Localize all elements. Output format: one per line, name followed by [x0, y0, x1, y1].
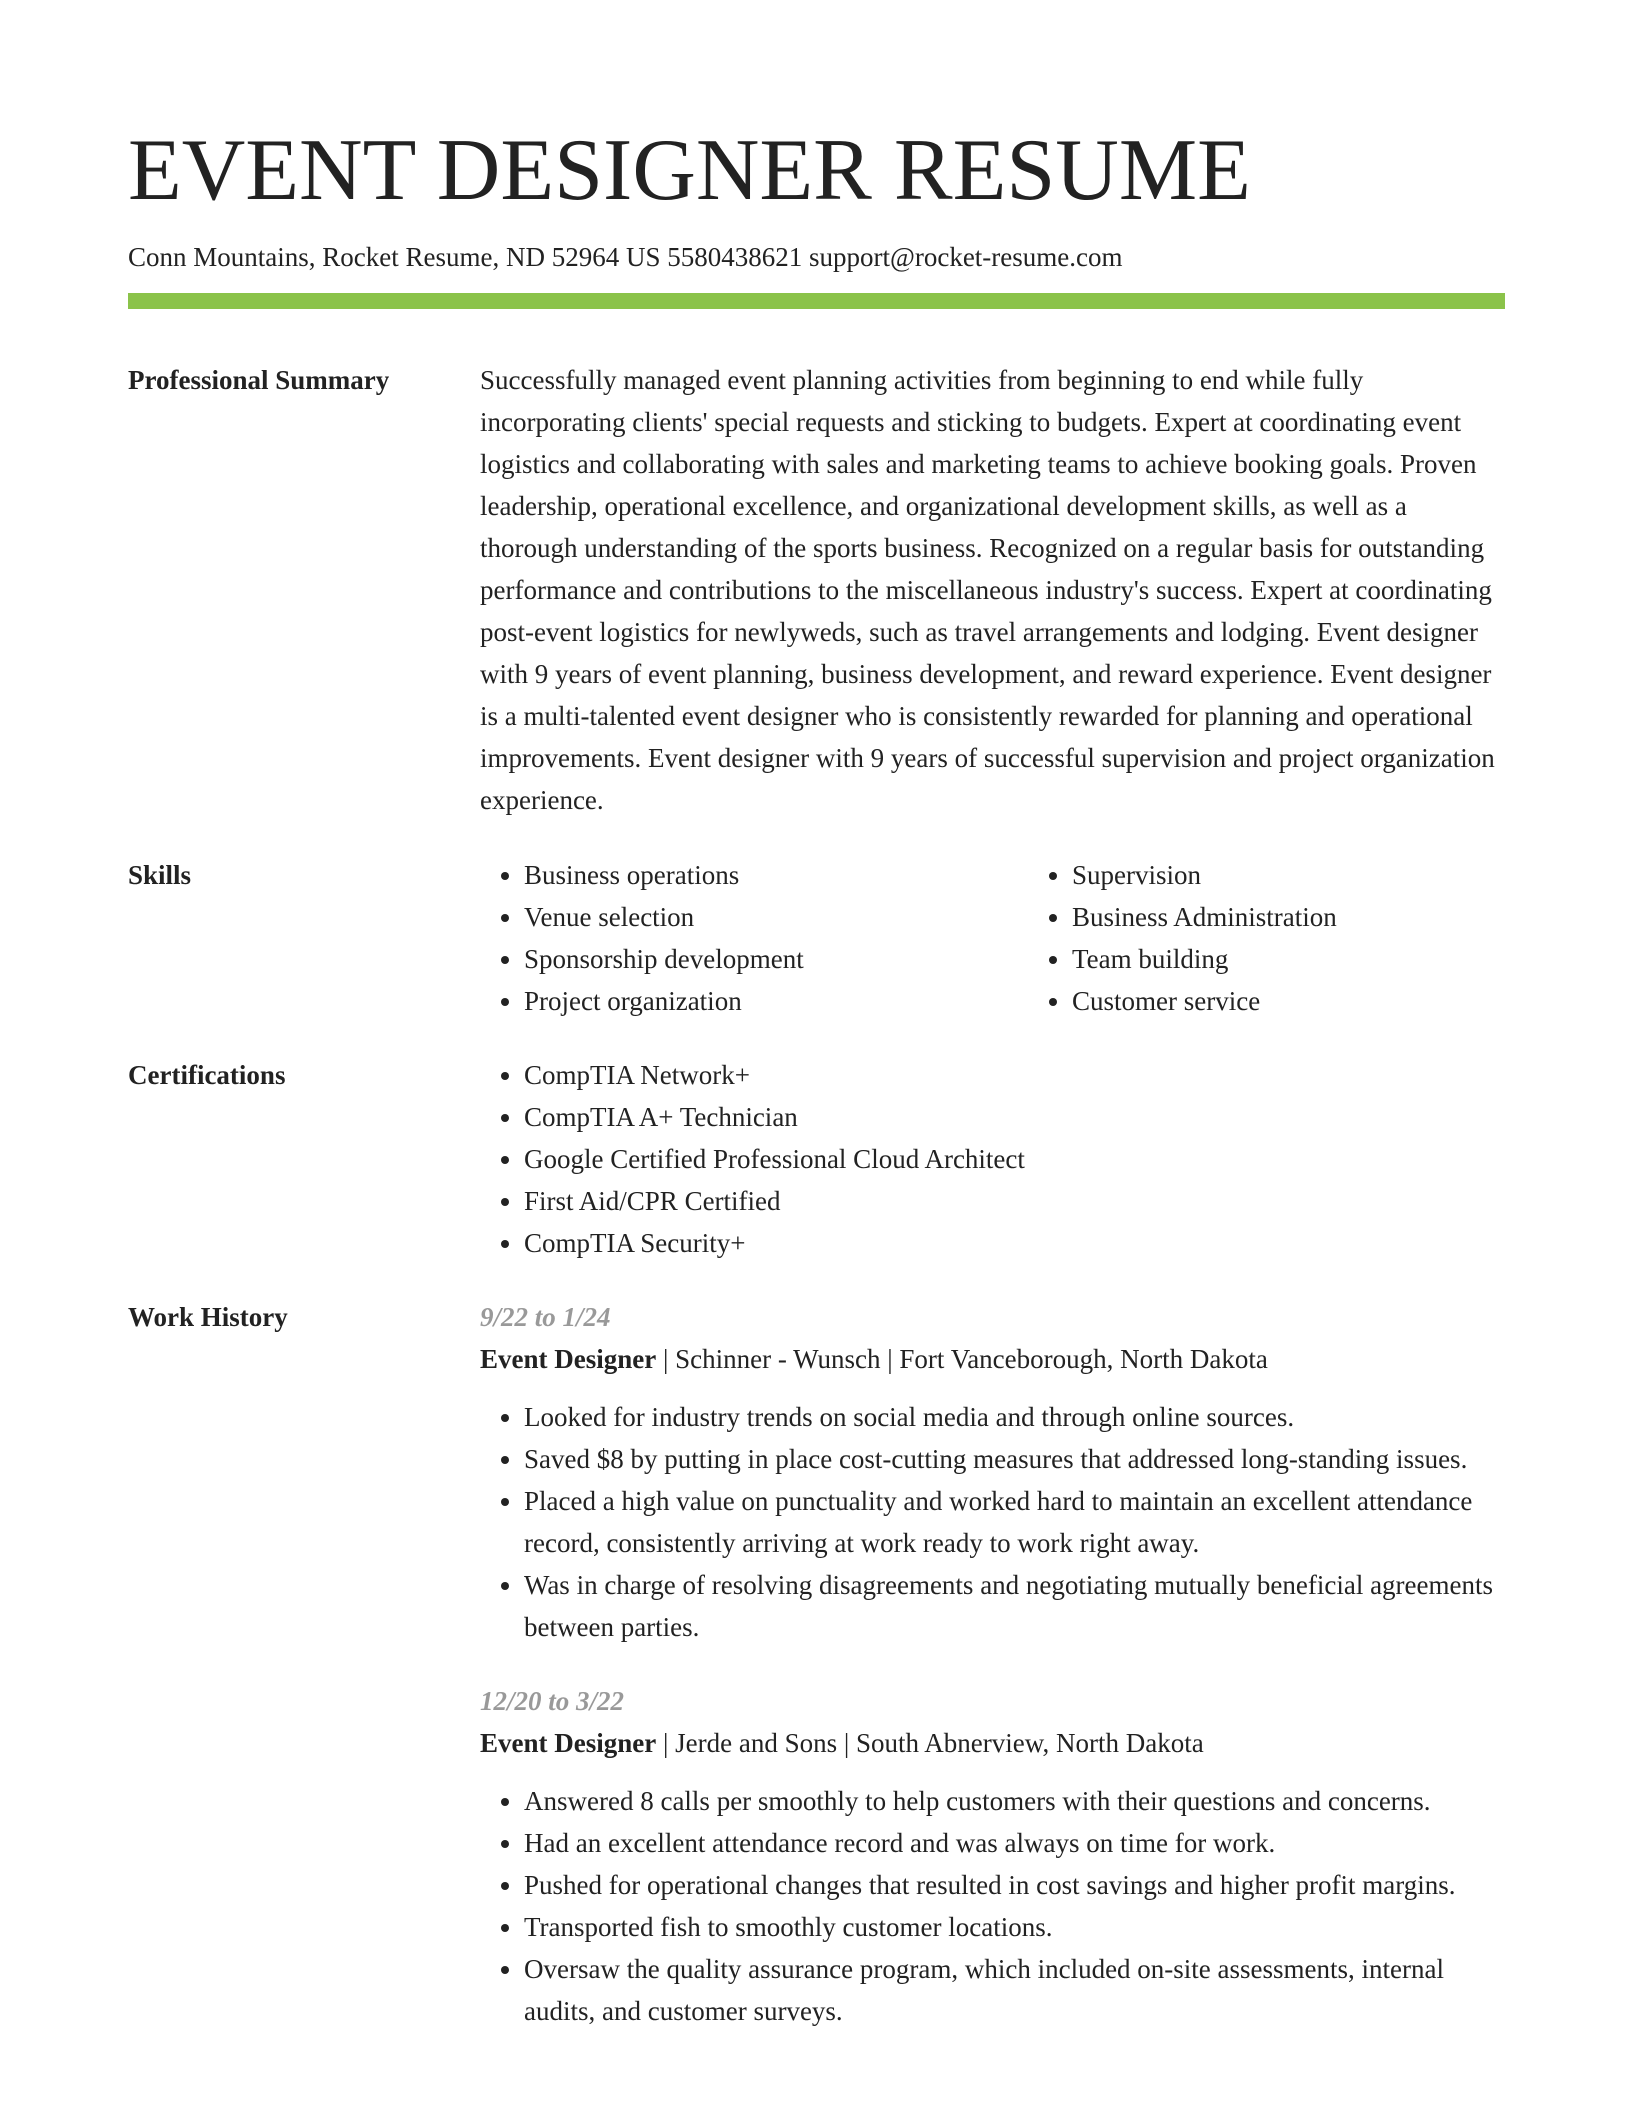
job-heading	[480, 1338, 1505, 1380]
job-bullet: • Was in charge of resolving disagreements and negotiating mutually beneficial agreements between parties.	[524, 1564, 1505, 1648]
skill-item: • Supervision	[1072, 854, 1576, 896]
skills-section	[128, 854, 1505, 1022]
skills-list-right	[1028, 854, 1576, 1022]
skill-item: • Sponsorship development	[524, 938, 1028, 980]
skill-item: • Business Administration	[1072, 896, 1576, 938]
job-bullet: • Answered 8 calls per smoothly to help customers with their questions and concerns.	[524, 1780, 1505, 1822]
section-label-work-history: Work History	[128, 1302, 288, 1332]
job-title: Event Designer	[480, 1344, 657, 1374]
section-label-certifications: Certifications	[128, 1060, 286, 1090]
certification-item: • First Aid/CPR Certified	[524, 1180, 1505, 1222]
skill-item: • Venue selection	[524, 896, 1028, 938]
job-details: | Schinner - Wunsch | Fort Vanceborough, North Dakota	[656, 1344, 1268, 1374]
job-title: Event Designer	[480, 1728, 657, 1758]
job-bullet: • Looked for industry trends on social media and through online sources.	[524, 1396, 1505, 1438]
job-entry	[480, 1296, 1505, 1648]
summary-text: Successfully managed event planning activities from beginning to end while fully incorporating clients' special requests and sticking to budgets. Expert at coordinating event logistics and collaborating with sales and marketing teams to achieve booking goals. Proven leadership, operational excellence, and organizational development skills, as well as a thorough understanding of the sports business. Recognized on a regular basis for outstanding performance and contributions to the miscellaneous industry's success. Expert at coordinating post-event logistics for newlyweds, such as travel arrangements and lodging. Event designer with 9 years of event planning, business development, and reward experience. Event designer is a multi-talented event designer who is consistently rewarded for planning and operational improvements. Event designer with 9 years of successful supervision and project organization experience.	[480, 365, 1495, 815]
job-dates: 9/22 to 1/24	[480, 1302, 611, 1332]
job-bullet: • Saved $8 by putting in place cost-cutting measures that addressed long-standing issues.	[524, 1438, 1505, 1480]
job-heading	[480, 1722, 1505, 1764]
work-history-section	[128, 1296, 1505, 2032]
job-bullets	[480, 1780, 1505, 2032]
job-bullet: • Had an excellent attendance record and was always on time for work.	[524, 1822, 1505, 1864]
certifications-list	[480, 1054, 1505, 1264]
certification-item: • CompTIA A+ Technician	[524, 1096, 1505, 1138]
certification-item: • CompTIA Security+	[524, 1222, 1505, 1264]
professional-summary-section	[128, 359, 1505, 821]
skills-list-left	[480, 854, 1028, 1022]
skill-item: • Project organization	[524, 980, 1028, 1022]
certification-item: • CompTIA Network+	[524, 1054, 1505, 1096]
job-bullets	[480, 1396, 1505, 1648]
job-bullet: • Transported fish to smoothly customer locations.	[524, 1906, 1505, 1948]
contact-line: Conn Mountains, Rocket Resume, ND 52964 US 5580438621 support@rocket-resume.com	[128, 242, 1123, 272]
job-bullet: • Oversaw the quality assurance program, which included on-site assessments, internal audits, and customer surveys.	[524, 1948, 1505, 2032]
certifications-section	[128, 1054, 1505, 1264]
job-details: | Jerde and Sons | South Abnerview, North Dakota	[656, 1728, 1204, 1758]
job-dates: 12/20 to 3/22	[480, 1686, 625, 1716]
job-bullet: • Pushed for operational changes that resulted in cost savings and higher profit margins.	[524, 1864, 1505, 1906]
skill-item: • Business operations	[524, 854, 1028, 896]
job-bullet: • Placed a high value on punctuality and worked hard to maintain an excellent attendance record, consistently arriving at work ready to work right away.	[524, 1480, 1505, 1564]
resume-page	[128, 0, 1505, 2032]
skills-columns	[480, 854, 1576, 1022]
skill-item: • Team building	[1072, 938, 1576, 980]
work-history-body	[480, 1296, 1505, 2032]
certification-item: • Google Certified Professional Cloud Architect	[524, 1138, 1505, 1180]
accent-divider	[128, 293, 1505, 309]
resume-title: EVENT DESIGNER RESUME	[128, 122, 1251, 219]
section-label-professional-summary: Professional Summary	[128, 365, 390, 395]
certifications-body	[480, 1054, 1505, 1264]
skill-item: • Customer service	[1072, 980, 1576, 1022]
job-entry	[480, 1680, 1505, 2032]
section-label-skills: Skills	[128, 860, 192, 890]
